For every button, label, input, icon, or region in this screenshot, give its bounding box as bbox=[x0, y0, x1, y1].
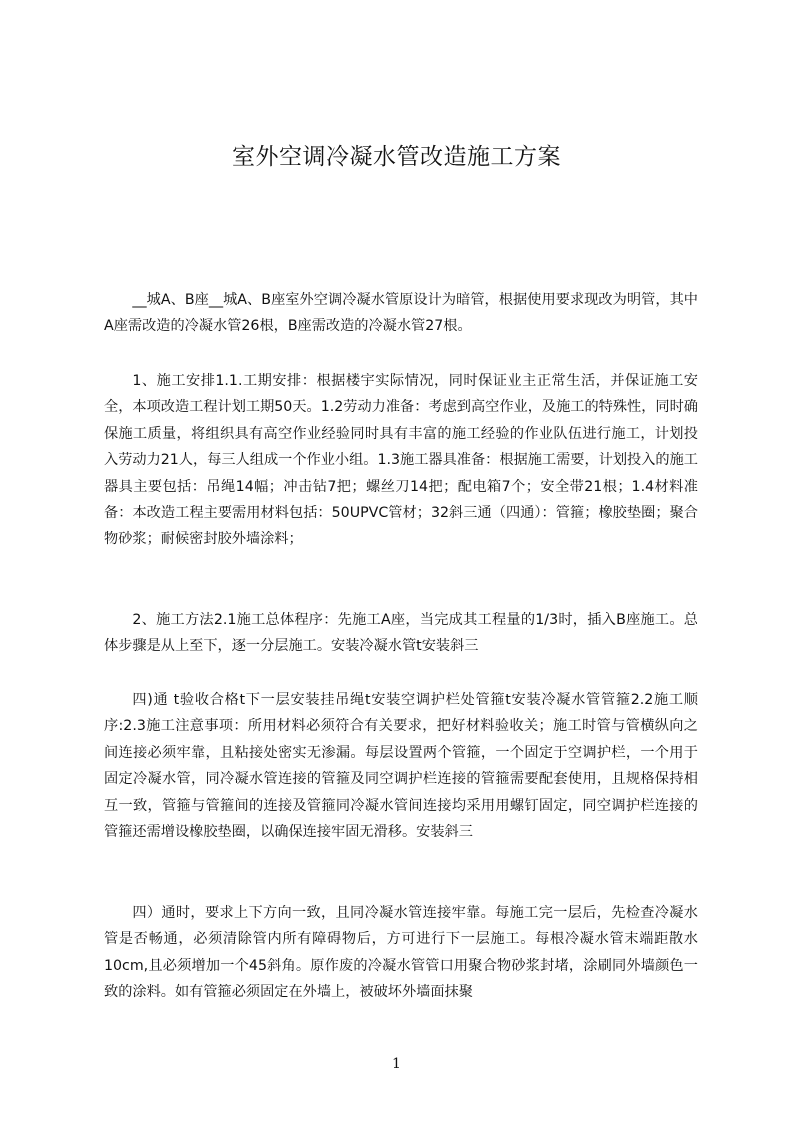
paragraph-intro: __城A、B座__城A、B座室外空调冷凝水管原设计为暗管，根据使用要求现改为明管，其中A座需改造的冷凝水管26根，B座需改造的冷凝水管27根。 bbox=[104, 292, 698, 335]
paragraph-construction-arrangement: 1、施工安排1.1.工期安排：根据楼宇实际情况，同时保证业主正常生活，并保证施工安全，本项改造工程计划工期50天。1.2劳动力准备：考虑到高空作业，及施工的特殊性，同时确保施工质量，将组织具有高空作业经验同时具有丰富的施工经验的作业队伍进行施工，计划投入劳动力21人，每三人组成一个作业小组。1.3施工器具准备：根据施工需要，计划投入的施工器具主要包括：吊绳14幅；冲击钻7把；螺丝刀14把；配电箱7个；安全带21根；1.4材料准备：本改造工程主要需用材料包括：50UPVC管材；32斜三通（四通）：管箍；橡胶垫圈；聚合物砂浆；耐候密封胶外墙涂料； bbox=[104, 373, 698, 548]
page-number: 1 bbox=[392, 1056, 401, 1072]
paragraph-inspection: 四）通时，要求上下方向一致，且同冷凝水管连接牢靠。每施工完一层后，先检查冷凝水管是否畅通，必须清除管内所有障碍物后，方可进行下一层施工。每根冷凝水管末端距散水10cm,且必须增加一个45斜角。原作废的冷凝水管管口用聚合物砂浆封堵，涂刷同外墙颜色一致的涂料。如有管箍必须固定在外墙上，被破坏外墙面抹聚 bbox=[104, 905, 698, 1001]
paragraph-construction-method: 2、施工方法2.1施工总体程序：先施工A座，当完成其工程量的1/3时，插入B座施工。总体步骤是从上至下，逐一分层施工。安装冷凝水管t安装斜三 bbox=[104, 612, 698, 655]
document-title: 室外空调冷凝水管改造施工方案 bbox=[232, 144, 561, 170]
paragraph-construction-sequence: 四)通 t验收合格t下一层安装挂吊绳t安装空调护栏处管箍t安装冷凝水管管箍2.2施工顺序:2.3施工注意事项：所用材料必须符合有关要求，把好材料验收关；施工时管与管横纵向之间连接必须牢靠，且粘接处密实无渗漏。每层设置两个管箍，一个固定于空调护栏，一个用于固定冷凝水管，同冷凝水管连接的管箍及同空调护栏连接的管箍需要配套使用，且规格保持相互一致，管箍与管箍间的连接及管箍同冷凝水管间连接均采用用螺钉固定，同空调护栏连接的管箍还需增设橡胶垫圈，以确保连接牢固无滑移。安装斜三 bbox=[104, 692, 698, 841]
